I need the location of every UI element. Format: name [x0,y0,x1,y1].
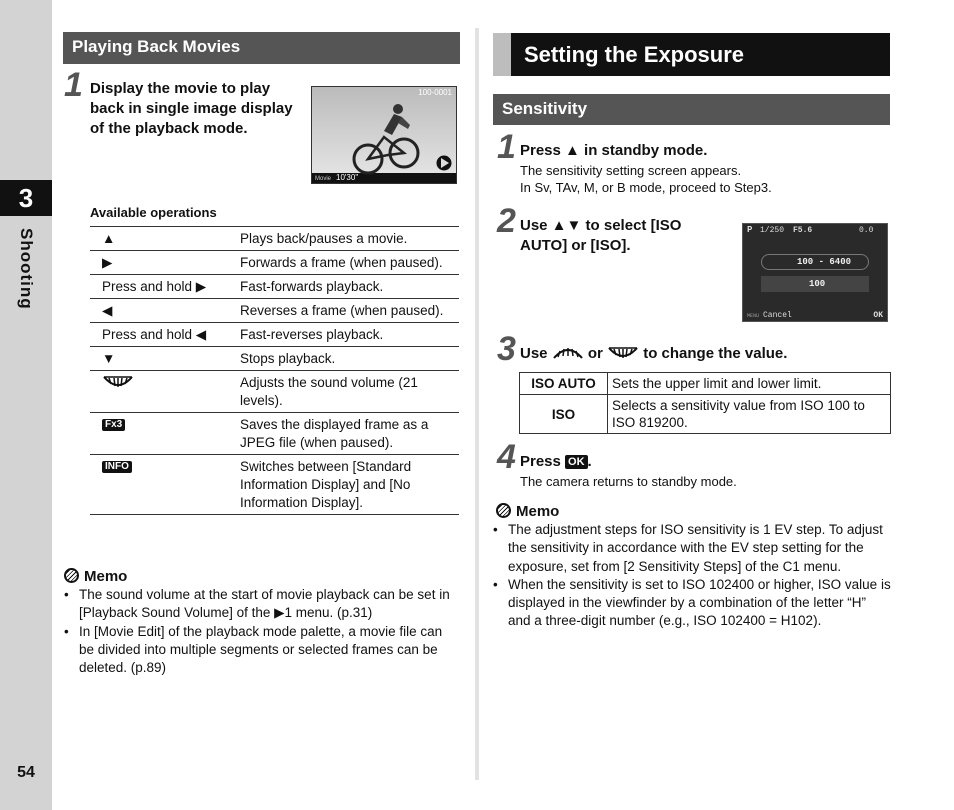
step-text-use: Use [520,345,548,362]
available-operations-title: Available operations [90,205,217,220]
lcd-iso-value: 100 [809,279,826,289]
memo-title: Memo [84,568,128,585]
lcd-iso-range: 100 - 6400 [797,257,852,267]
movie-thumbnail [311,86,457,184]
iso-options-table [519,372,891,434]
table-row [90,347,459,371]
memo-item: • The adjustment steps for ISO sensitivity is 1 EV step. To adjust the sensitivity in accordance with the EV step setting for the exposure, set from [2 Sensitivity Steps] of the C1 menu. [493,521,891,576]
step-subtext: In Sv, TAv, M, or B mode, proceed to Step3. [520,180,772,195]
step-text-end: to change the value. [643,345,788,362]
lcd-shutter: 1/250 [760,226,785,235]
fx3-button-icon: Fx3 [102,419,125,431]
rear-dial-icon [607,346,639,360]
step-number: 2 [497,202,516,240]
column-divider [475,28,479,780]
operation-description: Saves the displayed frame as a JPEG file (when paused). [240,413,459,455]
step-subtext: The camera returns to standby mode. [520,474,737,489]
operation-description: Fast-reverses playback. [240,323,459,347]
table-row [90,299,459,323]
memo-icon [496,503,511,518]
chapter-number: 3 [0,180,52,216]
table-row [90,227,459,251]
operation-key [90,455,240,515]
iso-desc: Sets the upper limit and lower limit. [608,373,891,395]
step-text: Use ▲▼ to select [ISO AUTO] or [ISO]. [520,217,682,254]
table-row [90,275,459,299]
page-title [493,33,890,76]
table-row [90,323,459,347]
memo-title: Memo [516,503,560,520]
memo-item: • The sound volume at the start of movie playback can be set in [Playback Sound Volume] of the ▶1 menu. (p.31) [64,586,459,623]
table-row [520,373,891,395]
operation-description: Adjusts the sound volume (21 levels). [240,371,459,413]
operation-key [90,371,240,413]
memo-item: • In [Movie Edit] of the playback mode palette, a movie file can be divided into multiple segments or selected frames can be deleted. (p.89) [64,623,459,678]
lcd-aperture: F5.6 [793,226,813,235]
table-row [520,395,891,434]
lcd-cancel: Cancel [763,311,792,320]
memo-icon [64,568,79,583]
operation-key: ▲ [90,227,240,251]
iso-key: ISO AUTO [520,373,608,395]
title-accent-bar [493,33,511,76]
step-subtext: The sensitivity setting screen appears. [520,163,742,178]
step-text: Display the movie to play back in single image display of the playback mode. [90,80,293,137]
chapter-label [12,228,42,348]
movie-duration: 10'30" [336,173,359,182]
movie-thumbnail-image [312,87,457,184]
movie-mode-label: Movie [315,176,332,182]
operation-description: Forwards a frame (when paused). [240,251,459,275]
operation-key: ▼ [90,347,240,371]
page-number: 54 [17,764,35,781]
chapter-label-text: Shooting [17,228,36,310]
step-number: 1 [64,66,83,104]
front-dial-icon [552,346,584,360]
operation-key: Press and hold ◀ [90,323,240,347]
step-text: Press OK . [520,453,592,470]
table-row [90,413,459,455]
table-row [90,371,459,413]
table-row [90,455,459,515]
operation-description: Switches between [Standard Information Display] and [No Information Display]. [240,455,459,515]
memo-item: • When the sensitivity is set to ISO 102400 or higher, ISO value is displayed in the viewfinder by a combination of the letter “H” and a three-digit number (e.g., ISO 102400 = H102). [493,576,891,631]
step-text-or: or [587,345,603,362]
operation-key [90,413,240,455]
operation-description: Fast-forwards playback. [240,275,459,299]
rear-dial-icon [102,375,134,389]
operation-description: Stops playback. [240,347,459,371]
memo-list [64,586,459,677]
ok-button-icon: OK [565,455,588,469]
step-text-press: Press [520,453,561,470]
iso-desc: Selects a sensitivity value from ISO 100 to ISO 819200. [608,395,891,434]
step-text: Press ▲ in standby mode. [520,142,708,159]
operation-key: ▶ [90,251,240,275]
table-row [90,251,459,275]
iso-setting-screen [742,223,888,322]
step-number: 4 [497,438,516,476]
memo-list [493,521,891,631]
step-number: 3 [497,330,516,368]
section-title-sensitivity: Sensitivity [493,94,890,125]
lcd-menu-key: MENU [747,313,760,319]
info-button-icon: INFO [102,461,132,473]
memo-heading [496,501,559,520]
step-number: 1 [497,128,516,166]
lcd-mode: P [747,225,753,235]
step-text [520,344,787,364]
lcd-ev: 0.0 [859,226,874,235]
lcd-ok: OK [873,311,883,320]
section-title-playing-back-movies: Playing Back Movies [63,32,460,64]
page-title-text: Setting the Exposure [524,42,745,67]
chapter-sideband [0,0,52,810]
movie-file-number: 100-0001 [418,88,452,97]
memo-heading [64,566,127,585]
operation-key: Press and hold ▶ [90,275,240,299]
operations-table [90,226,459,515]
iso-key: ISO [520,395,608,434]
operation-key: ◀ [90,299,240,323]
operation-description: Plays back/pauses a movie. [240,227,459,251]
operation-description: Reverses a frame (when paused). [240,299,459,323]
